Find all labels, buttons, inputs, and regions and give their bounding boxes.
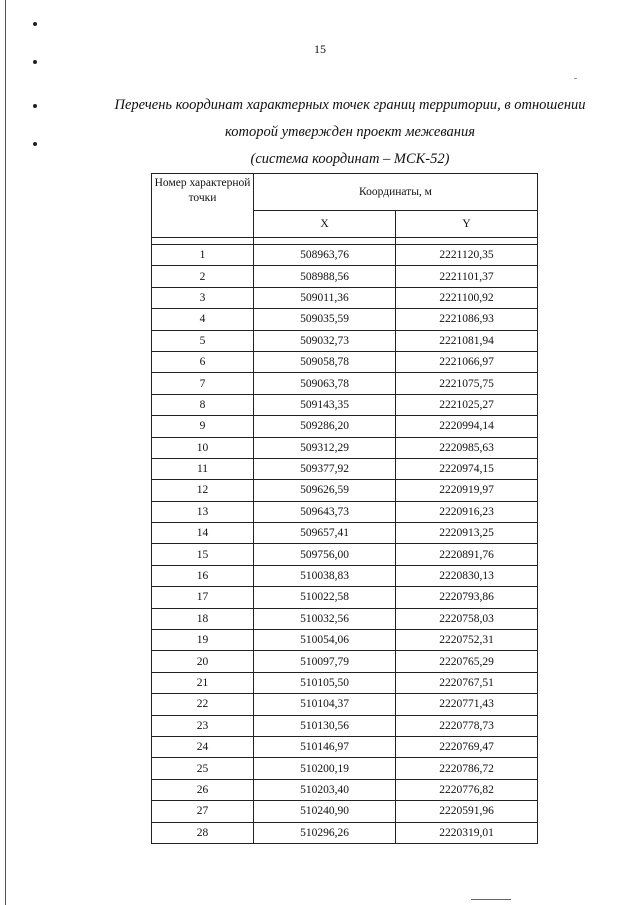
- point-number-cell: 28: [152, 822, 254, 843]
- table-row: [152, 736, 538, 757]
- x-coordinate-cell: 509063,78: [254, 373, 396, 394]
- point-number-cell: 26: [152, 779, 254, 800]
- x-coordinate-cell: 509756,00: [254, 544, 396, 565]
- scan-mark: [574, 78, 577, 79]
- table-body: [152, 238, 538, 844]
- x-coordinate-cell: 510032,56: [254, 608, 396, 629]
- table-row: [152, 416, 538, 437]
- table-row: [152, 758, 538, 779]
- header-point-number: Номер характерной точки: [152, 174, 254, 238]
- y-coordinate-cell: 2221025,27: [396, 394, 538, 415]
- y-coordinate-cell: 2220913,25: [396, 523, 538, 544]
- point-number-cell: 19: [152, 630, 254, 651]
- y-coordinate-cell: 2220919,97: [396, 480, 538, 501]
- x-coordinate-cell: 509312,29: [254, 437, 396, 458]
- point-number-cell: 10: [152, 437, 254, 458]
- table-row: [152, 544, 538, 565]
- x-coordinate-cell: 509286,20: [254, 416, 396, 437]
- y-coordinate-cell: 2220985,63: [396, 437, 538, 458]
- table-row: [152, 694, 538, 715]
- x-coordinate-cell: 509035,59: [254, 309, 396, 330]
- x-coordinate-cell: 510104,37: [254, 694, 396, 715]
- point-number-cell: 13: [152, 501, 254, 522]
- y-coordinate-cell: 2220778,73: [396, 715, 538, 736]
- x-coordinate-cell: 509657,41: [254, 523, 396, 544]
- y-coordinate-cell: 2220319,01: [396, 822, 538, 843]
- table-row: [152, 608, 538, 629]
- point-number-cell: 7: [152, 373, 254, 394]
- table-row: [152, 287, 538, 308]
- point-number-cell: 24: [152, 736, 254, 757]
- x-coordinate-cell: 510130,56: [254, 715, 396, 736]
- y-coordinate-cell: 2221100,92: [396, 287, 538, 308]
- table-row: [152, 480, 538, 501]
- x-coordinate-cell: 510038,83: [254, 565, 396, 586]
- point-number-cell: 6: [152, 351, 254, 372]
- x-coordinate-cell: 510022,58: [254, 587, 396, 608]
- x-coordinate-cell: 510296,26: [254, 822, 396, 843]
- binder-dot: [33, 22, 37, 26]
- table-row: [152, 779, 538, 800]
- x-coordinate-cell: 510054,06: [254, 630, 396, 651]
- point-number-cell: 25: [152, 758, 254, 779]
- table-row: [152, 587, 538, 608]
- point-number-cell: 15: [152, 544, 254, 565]
- y-coordinate-cell: 2220769,47: [396, 736, 538, 757]
- header-y: Y: [396, 211, 538, 238]
- point-number-cell: 14: [152, 523, 254, 544]
- y-coordinate-cell: 2220776,82: [396, 779, 538, 800]
- point-number-cell: 23: [152, 715, 254, 736]
- table-row: [152, 565, 538, 586]
- header-coordinates: Координаты, м: [254, 174, 538, 211]
- y-coordinate-cell: 2221081,94: [396, 330, 538, 351]
- y-coordinate-cell: 2221101,37: [396, 266, 538, 287]
- x-coordinate-cell: 510097,79: [254, 651, 396, 672]
- header-x: X: [254, 211, 396, 238]
- x-coordinate-cell: 510240,90: [254, 801, 396, 822]
- table-row: [152, 245, 538, 266]
- y-coordinate-cell: 2220793,86: [396, 587, 538, 608]
- table-row: [152, 801, 538, 822]
- point-number-cell: 1: [152, 245, 254, 266]
- x-coordinate-cell: 510200,19: [254, 758, 396, 779]
- x-coordinate-cell: 510203,40: [254, 779, 396, 800]
- point-number-cell: 21: [152, 672, 254, 693]
- x-coordinate-cell: 508963,76: [254, 245, 396, 266]
- table-row: [152, 501, 538, 522]
- point-number-cell: 3: [152, 287, 254, 308]
- x-coordinate-cell: 508988,56: [254, 266, 396, 287]
- table-row: [152, 822, 538, 843]
- table-row: [152, 630, 538, 651]
- x-coordinate-cell: 509032,73: [254, 330, 396, 351]
- binder-dot: [33, 60, 37, 64]
- point-number-cell: 9: [152, 416, 254, 437]
- x-coordinate-cell: 509377,92: [254, 458, 396, 479]
- table-row: [152, 351, 538, 372]
- document-title-line-1: Перечень координат характерных точек границ территории, в отношении: [114, 97, 586, 113]
- y-coordinate-cell: 2220994,14: [396, 416, 538, 437]
- x-coordinate-cell: 509058,78: [254, 351, 396, 372]
- binder-dot: [33, 142, 37, 146]
- table-row: [152, 672, 538, 693]
- document-title-line-3: (система координат – МСК-52): [250, 151, 450, 167]
- y-coordinate-cell: 2220891,76: [396, 544, 538, 565]
- point-number-cell: 17: [152, 587, 254, 608]
- table-row: [152, 458, 538, 479]
- table-row: [152, 394, 538, 415]
- y-coordinate-cell: 2220916,23: [396, 501, 538, 522]
- y-coordinate-cell: 2220974,15: [396, 458, 538, 479]
- table-row: [152, 523, 538, 544]
- point-number-cell: 22: [152, 694, 254, 715]
- y-coordinate-cell: 2220752,31: [396, 630, 538, 651]
- y-coordinate-cell: 2221066,97: [396, 351, 538, 372]
- table-row: [152, 373, 538, 394]
- x-coordinate-cell: 509643,73: [254, 501, 396, 522]
- y-coordinate-cell: 2221086,93: [396, 309, 538, 330]
- point-number-cell: 11: [152, 458, 254, 479]
- header-spacer-row: [152, 238, 538, 245]
- point-number-cell: 18: [152, 608, 254, 629]
- point-number-cell: 2: [152, 266, 254, 287]
- x-coordinate-cell: 509143,35: [254, 394, 396, 415]
- y-coordinate-cell: 2220771,43: [396, 694, 538, 715]
- x-coordinate-cell: 509626,59: [254, 480, 396, 501]
- y-coordinate-cell: 2220765,29: [396, 651, 538, 672]
- page-left-edge: [5, 0, 6, 905]
- x-coordinate-cell: 510146,97: [254, 736, 396, 757]
- point-number-cell: 16: [152, 565, 254, 586]
- y-coordinate-cell: 2221075,75: [396, 373, 538, 394]
- x-coordinate-cell: 510105,50: [254, 672, 396, 693]
- scan-mark: [471, 899, 511, 900]
- y-coordinate-cell: 2220767,51: [396, 672, 538, 693]
- table-row: [152, 266, 538, 287]
- table-row: [152, 309, 538, 330]
- point-number-cell: 12: [152, 480, 254, 501]
- page-number: 15: [314, 42, 326, 56]
- coordinates-table: [151, 173, 538, 844]
- point-number-cell: 27: [152, 801, 254, 822]
- binder-dot: [33, 104, 37, 108]
- point-number-cell: 5: [152, 330, 254, 351]
- table-row: [152, 651, 538, 672]
- table-row: [152, 715, 538, 736]
- point-number-cell: 8: [152, 394, 254, 415]
- y-coordinate-cell: 2220758,03: [396, 608, 538, 629]
- point-number-cell: 20: [152, 651, 254, 672]
- y-coordinate-cell: 2220830,13: [396, 565, 538, 586]
- table-row: [152, 330, 538, 351]
- point-number-cell: 4: [152, 309, 254, 330]
- x-coordinate-cell: 509011,36: [254, 287, 396, 308]
- y-coordinate-cell: 2220786,72: [396, 758, 538, 779]
- y-coordinate-cell: 2221120,35: [396, 245, 538, 266]
- table-row: [152, 437, 538, 458]
- y-coordinate-cell: 2220591,96: [396, 801, 538, 822]
- document-title-line-2: которой утвержден проект межевания: [225, 124, 475, 140]
